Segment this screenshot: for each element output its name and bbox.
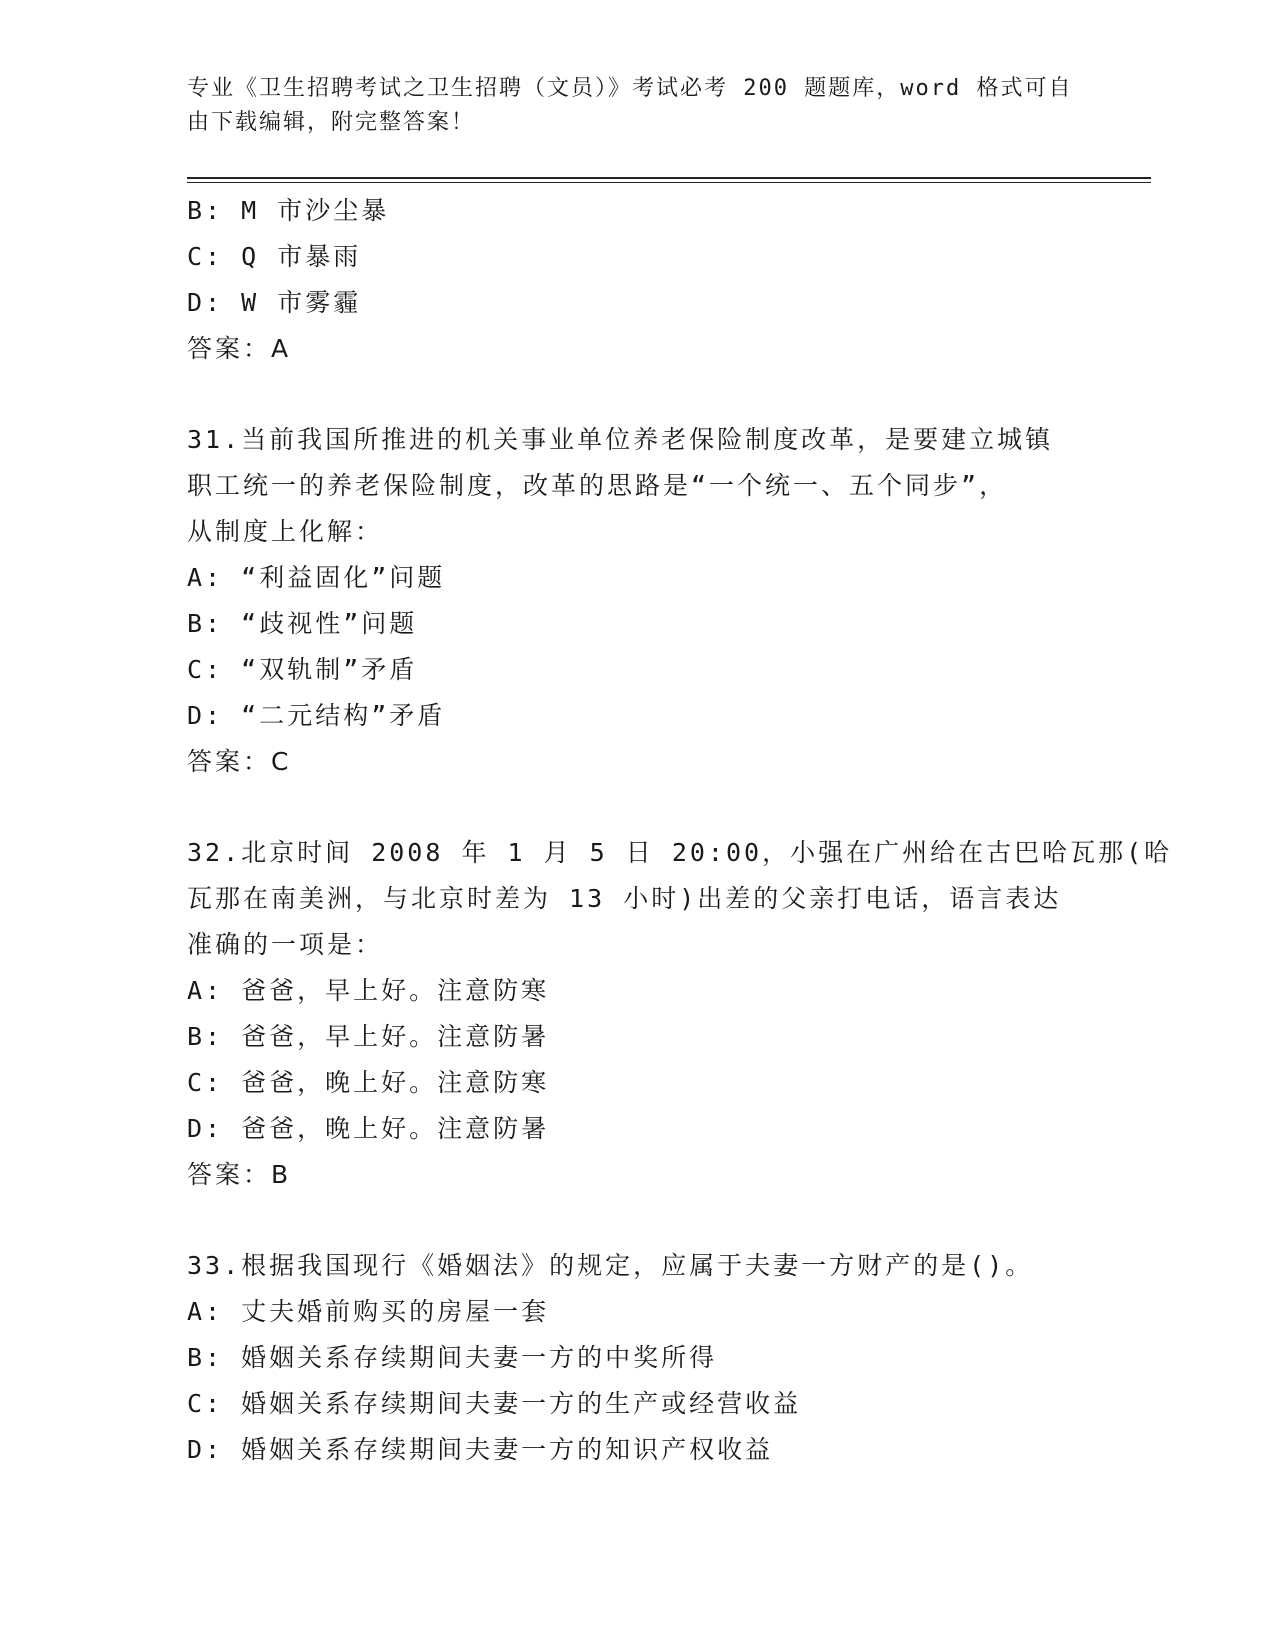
- spacer: [187, 785, 1087, 830]
- option-d: D: 婚姻关系存续期间夫妻一方的知识产权收益: [187, 1435, 774, 1464]
- option-c: C: Q 市暴雨: [187, 242, 362, 271]
- question-text-line: 职工统一的养老保险制度，改革的思路是“一个统一、五个同步”，: [187, 471, 1008, 500]
- question-32: [187, 830, 1173, 1198]
- question-text-line: 瓦那在南美洲，与北京时差为 13 小时)出差的父亲打电话，语言表达: [187, 884, 1062, 913]
- header-rule-thin: [187, 182, 1151, 183]
- document-body: [187, 188, 1173, 1473]
- option-d: D: W 市雾霾: [187, 288, 362, 317]
- option-c: C: 婚姻关系存续期间夫妻一方的生产或经营收益: [187, 1389, 802, 1418]
- option-a: A: “利益固化”问题: [187, 563, 446, 592]
- answer-line: 答案：B: [187, 1160, 292, 1189]
- option-a: A: 丈夫婚前购买的房屋一套: [187, 1297, 550, 1326]
- question-33: [187, 1243, 1087, 1473]
- question-text-line: 33.根据我国现行《婚姻法》的规定，应属于夫妻一方财产的是()。: [187, 1251, 1034, 1280]
- answer-line: 答案：C: [187, 747, 292, 776]
- question-text-line: 从制度上化解：: [187, 517, 384, 546]
- option-b: B: 爸爸，早上好。注意防暑: [187, 1022, 550, 1051]
- option-a: A: 爸爸，早上好。注意防寒: [187, 976, 550, 1005]
- option-c: C: “双轨制”矛盾: [187, 655, 418, 684]
- header-line-1: 专业《卫生招聘考试之卫生招聘（文员）》考试必考 200 题题库，word 格式可自: [187, 76, 1073, 101]
- spacer: [187, 1198, 1087, 1243]
- question-text-line: 准确的一项是：: [187, 930, 384, 959]
- spacer: [187, 372, 1087, 417]
- question-text-line: 31.当前我国所推进的机关事业单位养老保险制度改革，是要建立城镇: [187, 425, 1054, 454]
- prev-question: [187, 188, 1087, 372]
- answer-line: 答案：A: [187, 334, 292, 363]
- option-d: D: 爸爸，晚上好。注意防暑: [187, 1114, 550, 1143]
- question-31: [187, 417, 1087, 785]
- option-b: B: “歧视性”问题: [187, 609, 418, 638]
- option-c: C: 爸爸，晚上好。注意防寒: [187, 1068, 550, 1097]
- option-d: D: “二元结构”矛盾: [187, 701, 446, 730]
- question-text-line: 32.北京时间 2008 年 1 月 5 日 20:00，小强在广州给在古巴哈瓦那(哈: [187, 838, 1173, 867]
- document-header: [187, 72, 1087, 140]
- option-b: B: 婚姻关系存续期间夫妻一方的中奖所得: [187, 1343, 718, 1372]
- header-rule: [187, 177, 1151, 179]
- header-line-2: 由下载编辑，附完整答案！: [187, 110, 476, 135]
- option-b: B: M 市沙尘暴: [187, 196, 390, 225]
